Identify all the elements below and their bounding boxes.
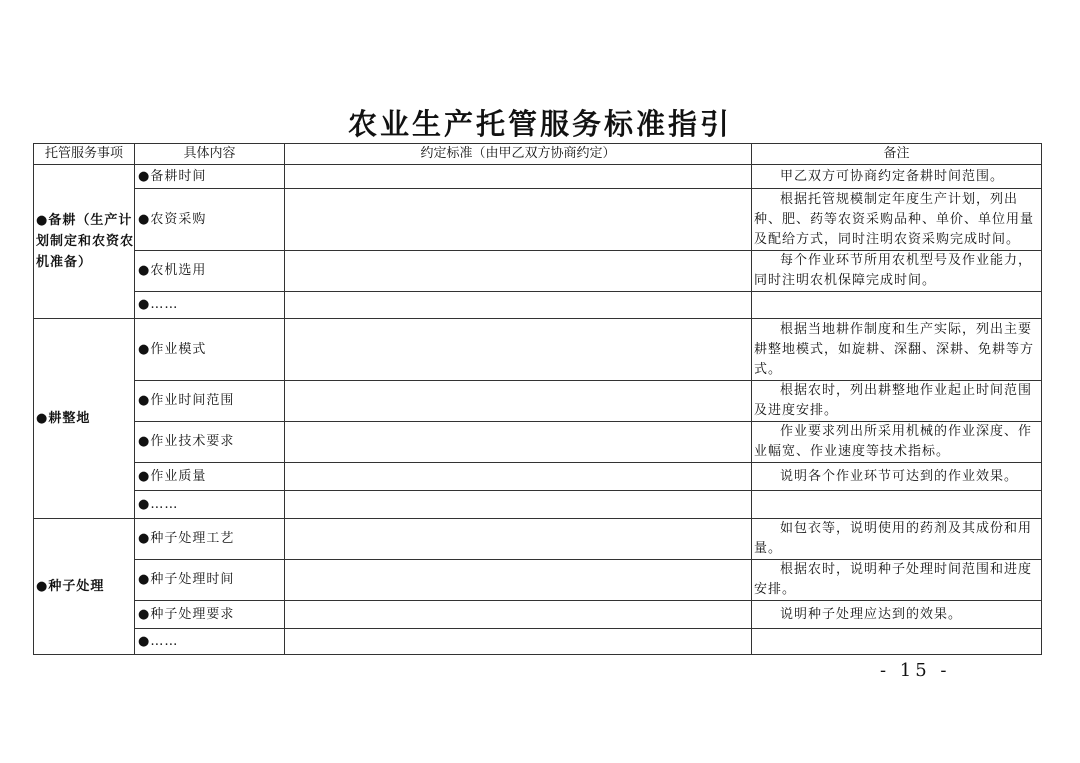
table-row [34,629,1042,655]
standard-cell[interactable] [285,165,752,189]
table-row [34,381,1042,422]
header-remark: 备注 [752,144,1042,165]
item-cell: ●农机选用 [135,251,285,292]
standard-cell[interactable] [285,189,752,251]
note-cell [752,629,1042,655]
note-cell: 说明各个作业环节可达到的作业效果。 [752,463,1042,491]
standard-cell[interactable] [285,629,752,655]
item-cell: ●备耕时间 [135,165,285,189]
standard-cell[interactable] [285,251,752,292]
standard-cell[interactable] [285,519,752,560]
standard-cell[interactable] [285,601,752,629]
table-row [34,491,1042,519]
header-content: 具体内容 [135,144,285,165]
item-cell: ●种子处理工艺 [135,519,285,560]
table-row [34,189,1042,251]
table-row [34,560,1042,601]
table-row [34,319,1042,381]
table-header-row [34,144,1042,165]
page-number: - 15 - [880,660,951,681]
item-cell: ●种子处理要求 [135,601,285,629]
note-cell: 如包衣等，说明使用的药剂及其成份和用量。 [752,519,1042,560]
table-row [34,251,1042,292]
standard-cell[interactable] [285,560,752,601]
table-row [34,422,1042,463]
table-row [34,165,1042,189]
header-service-item: 托管服务事项 [34,144,135,165]
standard-cell[interactable] [285,463,752,491]
note-cell: 每个作业环节所用农机型号及作业能力，同时注明农机保障完成时间。 [752,251,1042,292]
item-cell: ●农资采购 [135,189,285,251]
note-cell: 说明种子处理应达到的效果。 [752,601,1042,629]
note-cell [752,491,1042,519]
note-cell: 根据农时，列出耕整地作业起止时间范围及进度安排。 [752,381,1042,422]
standard-cell[interactable] [285,381,752,422]
table-row [34,601,1042,629]
standard-cell[interactable] [285,292,752,319]
item-cell: ●作业模式 [135,319,285,381]
item-cell: ●作业时间范围 [135,381,285,422]
standard-cell[interactable] [285,319,752,381]
table-row [34,292,1042,319]
category-cell: ●耕整地 [34,319,135,519]
header-standard: 约定标准（由甲乙双方协商约定） [285,144,752,165]
item-cell: ●种子处理时间 [135,560,285,601]
standards-table [33,143,1042,655]
page-title: 农业生产托管服务标准指引 [347,107,732,141]
table-row [34,519,1042,560]
item-cell: ●…… [135,292,285,319]
standard-cell[interactable] [285,422,752,463]
standard-cell[interactable] [285,491,752,519]
note-cell: 根据当地耕作制度和生产实际，列出主要耕整地模式，如旋耕、深翻、深耕、免耕等方式。 [752,319,1042,381]
table-row [34,463,1042,491]
item-cell: ●…… [135,491,285,519]
note-cell: 根据托管规模制定年度生产计划，列出种、肥、药等农资采购品种、单价、单位用量及配给方式，同时注明农资采购完成时间。 [752,189,1042,251]
item-cell: ●…… [135,629,285,655]
note-cell: 根据农时，说明种子处理时间范围和进度安排。 [752,560,1042,601]
item-cell: ●作业质量 [135,463,285,491]
item-cell: ●作业技术要求 [135,422,285,463]
category-cell: ●备耕（生产计划制定和农资农机准备） [34,165,135,319]
category-cell: ●种子处理 [34,519,135,655]
note-cell: 甲乙双方可协商约定备耕时间范围。 [752,165,1042,189]
note-cell [752,292,1042,319]
note-cell: 作业要求列出所采用机械的作业深度、作业幅宽、作业速度等技术指标。 [752,422,1042,463]
